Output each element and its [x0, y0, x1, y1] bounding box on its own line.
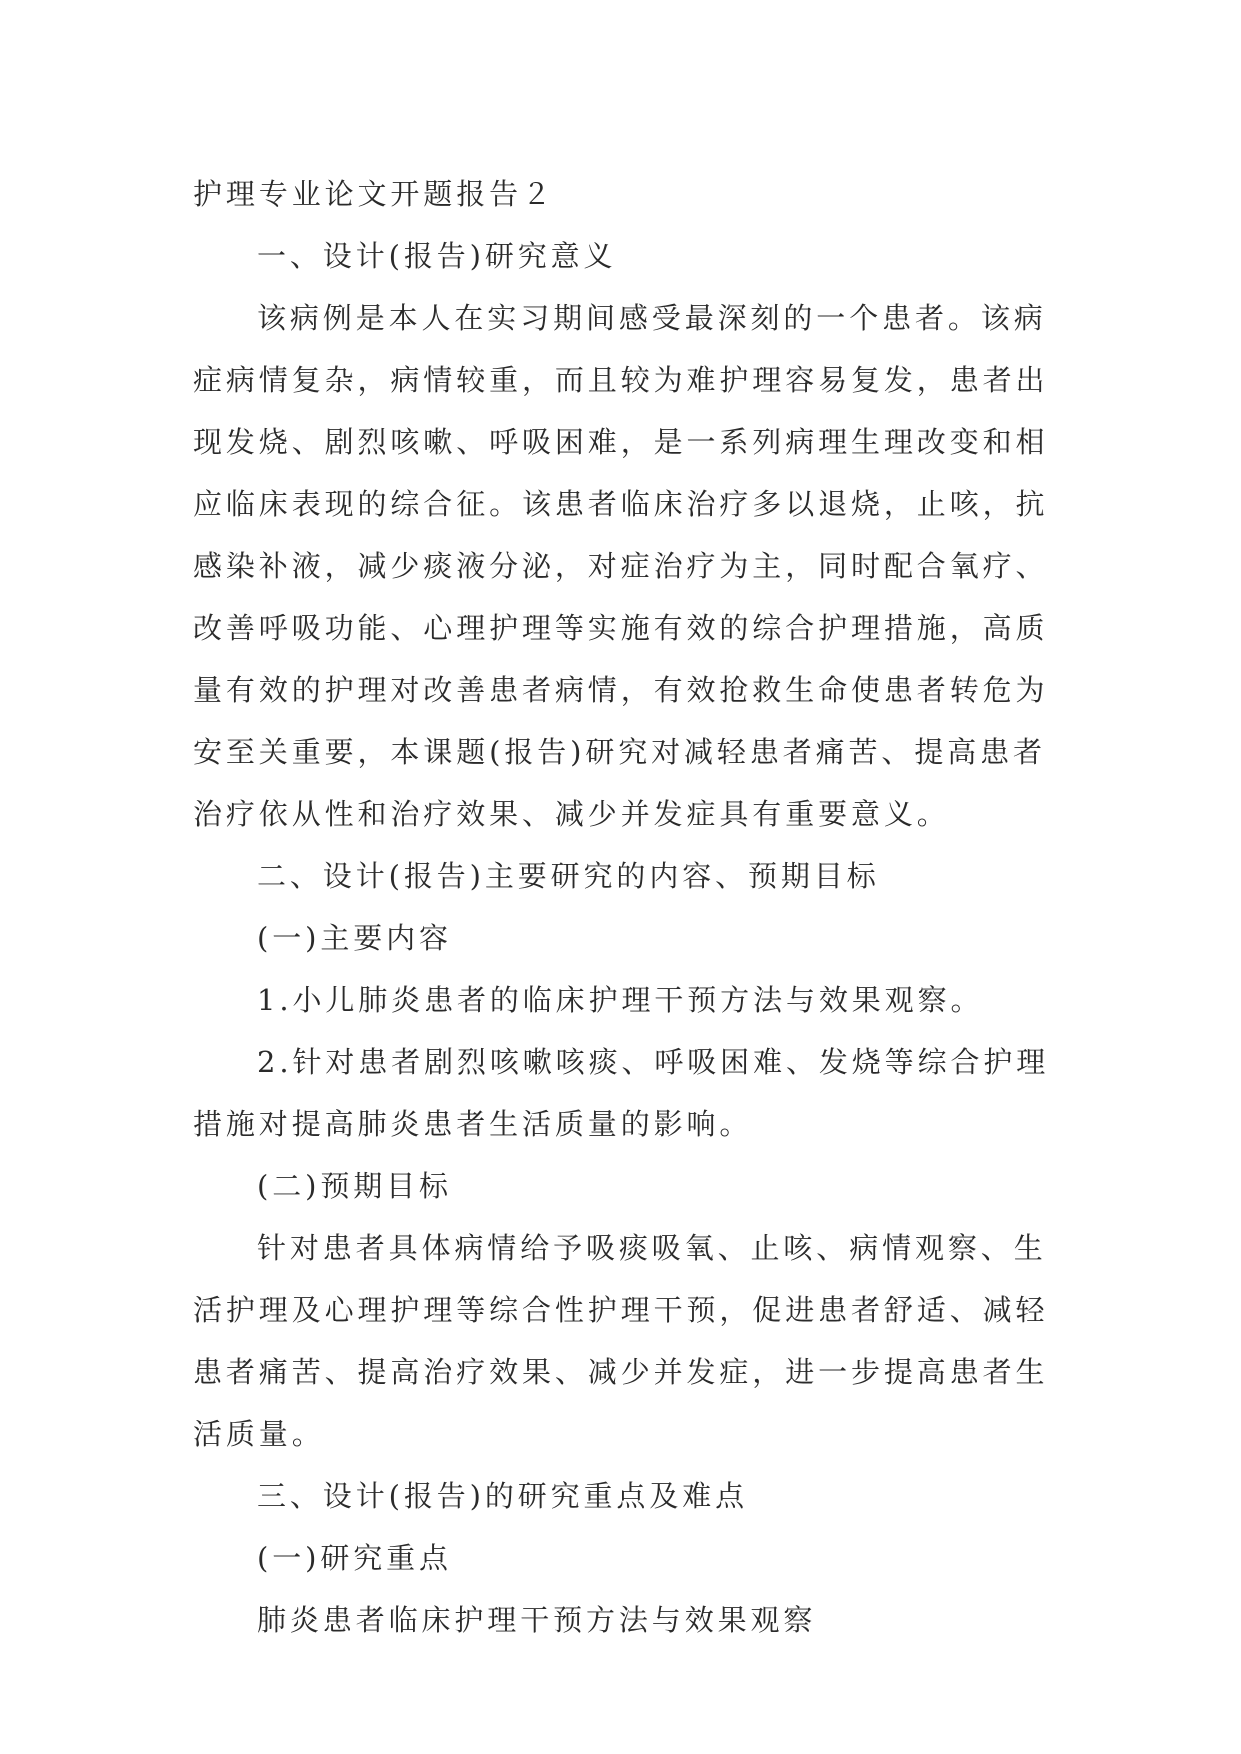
heading-section-1: 一、设计(报告)研究意义 [257, 239, 617, 273]
paragraph-line: 肺炎患者临床护理干预方法与效果观察 [257, 1603, 817, 1637]
paragraph-line: 现发烧、剧烈咳嗽、呼吸困难，是一系列病理生理改变和相 [193, 425, 1049, 459]
paragraph-line: 活护理及心理护理等综合性护理干预，促进患者舒适、减轻 [193, 1293, 1049, 1327]
list-item-2: 2.针对患者剧烈咳嗽咳痰、呼吸困难、发烧等综合护理 [257, 1045, 1050, 1079]
heading-section-2: 二、设计(报告)主要研究的内容、预期目标 [257, 859, 880, 893]
paragraph-line: 量有效的护理对改善患者病情，有效抢救生命使患者转危为 [193, 673, 1049, 707]
document-title: 护理专业论文开题报告２ [193, 177, 555, 211]
paragraph-line: 应临床表现的综合征。该患者临床治疗多以退烧，止咳，抗 [193, 487, 1049, 521]
paragraph-line: 改善呼吸功能、心理护理等实施有效的综合护理措施，高质 [193, 611, 1049, 645]
subheading-main-content: (一)主要内容 [257, 921, 452, 955]
paragraph-line: 症病情复杂，病情较重，而且较为难护理容易复发，患者出 [193, 363, 1049, 397]
list-item-1: 1.小儿肺炎患者的临床护理干预方法与效果观察。 [257, 983, 984, 1017]
document-body [193, 163, 1063, 1651]
subheading-expected-goals: (二)预期目标 [257, 1169, 452, 1203]
paragraph-line: 针对患者具体病情给予吸痰吸氧、止咳、病情观察、生 [257, 1231, 1047, 1265]
paragraph-line: 患者痛苦、提高治疗效果、减少并发症，进一步提高患者生 [193, 1355, 1049, 1389]
paragraph-line: 活质量。 [193, 1417, 325, 1451]
paragraph-line: 感染补液，减少痰液分泌，对症治疗为主，同时配合氧疗、 [193, 549, 1049, 583]
subheading-research-focus: (一)研究重点 [257, 1541, 452, 1575]
paragraph-line: 治疗依从性和治疗效果、减少并发症具有重要意义。 [193, 797, 950, 831]
paragraph-line: 该病例是本人在实习期间感受最深刻的一个患者。该病 [257, 301, 1047, 335]
list-item-2-continued: 措施对提高肺炎患者生活质量的影响。 [193, 1107, 753, 1141]
paragraph-line: 安至关重要，本课题(报告)研究对减轻患者痛苦、提高患者 [193, 735, 1046, 769]
heading-section-3: 三、设计(报告)的研究重点及难点 [257, 1479, 749, 1513]
